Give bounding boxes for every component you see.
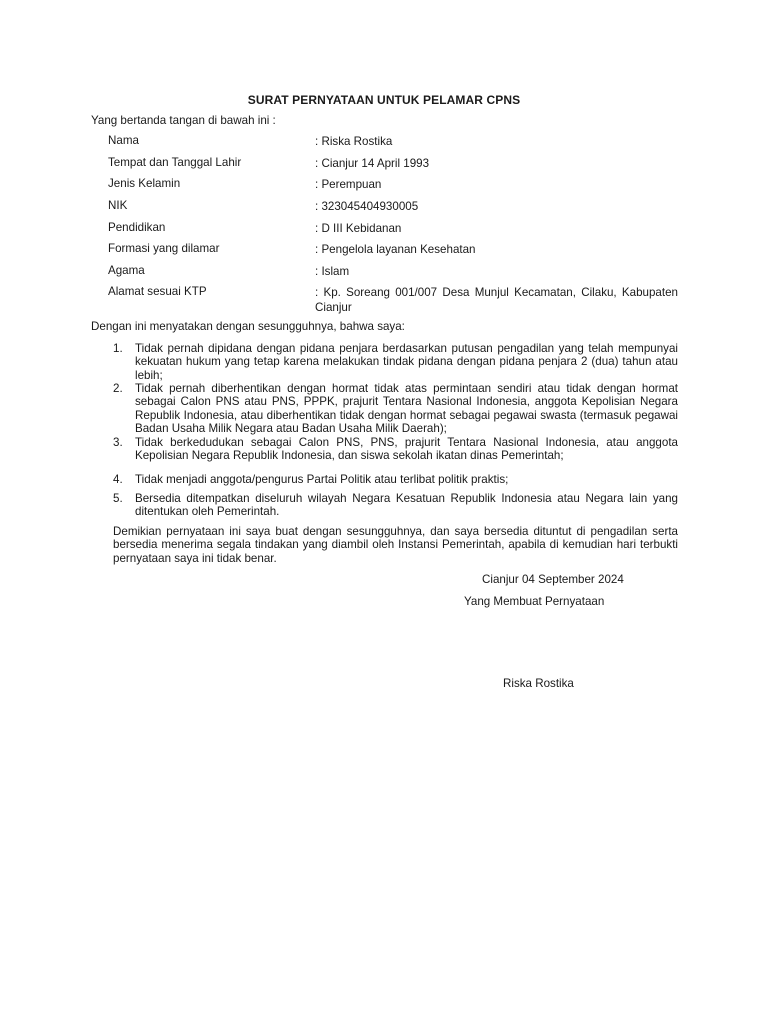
field-label: Formasi yang dilamar [108, 242, 220, 255]
list-text: Bersedia ditempatkan diseluruh wilayah Negara Kesatuan Republik Indonesia atau Negara lain yang ditentukan oleh Pemerintah. [135, 492, 678, 519]
place-date: Cianjur 04 September 2024 [482, 573, 624, 586]
field-value: : Perempuan [315, 178, 382, 191]
field-value: : Kp. Soreang 001/007 Desa Munjul Kecamatan, Cilaku, Kabupaten Cianjur [315, 286, 678, 314]
field-row-formasi [108, 242, 678, 258]
field-label: Jenis Kelamin [108, 177, 181, 190]
list-number: 4. [113, 473, 123, 486]
field-value: : D III Kebidanan [315, 222, 402, 235]
list-number: 3. [113, 436, 123, 449]
intro-text: Yang bertanda tangan di bawah ini : [91, 114, 276, 127]
list-text: Tidak pernah dipidana dengan pidana penjara berdasarkan putusan pengadilan yang telah mempunyai kekuatan hukum yang tetap karena melakukan tindak pidana dengan pidana penjara 2 (dua) tahun atau lebih; [135, 342, 678, 382]
field-value: : Riska Rostika [315, 135, 393, 148]
list-text: Tidak berkedudukan sebagai Calon PNS, PNS, prajurit Tentara Nasional Indonesia, atau anggota Kepolisian Negara Republik Indonesia, dan siswa sekolah ikatan dinas Pemerintah; [135, 436, 678, 463]
field-row-ttl [108, 156, 678, 172]
field-label: Tempat dan Tanggal Lahir [108, 156, 242, 169]
field-row-pendidikan [108, 221, 678, 237]
field-value: : Islam [315, 265, 350, 278]
field-row-jenis-kelamin [108, 177, 678, 193]
field-value: : Pengelola layanan Kesehatan [315, 243, 476, 256]
list-number: 2. [113, 382, 123, 395]
field-label: Nama [108, 134, 139, 147]
list-text: Tidak pernah diberhentikan dengan hormat tidak atas permintaan sendiri atau tidak dengan hormat sebagai Calon PNS atau PNS, PPPK, prajurit Tentara Nasional Indonesia, anggota Kepolisian Negara Republik Indonesia, atau diberhentikan tidak dengan hormat sebagai pegawai swasta (termasuk pegawai Badan Usaha Milik Negara atau Badan Usaha Milik Daerah); [135, 382, 678, 435]
field-row-nik [108, 199, 678, 215]
field-label: NIK [108, 199, 128, 212]
field-row-alamat [108, 285, 678, 317]
signer-name: Riska Rostika [503, 677, 574, 690]
field-label: Agama [108, 264, 145, 277]
closing-paragraph: Demikian pernyataan ini saya buat dengan sesungguhnya, dan saya bersedia dituntut di pengadilan serta bersedia menerima segala tindakan yang diambil oleh Instansi Pemerintah, apabila di kemudian hari terbukti pernyataan saya ini tidak benar. [113, 525, 678, 565]
maker-label: Yang Membuat Pernyataan [464, 595, 605, 608]
list-text: Tidak menjadi anggota/pengurus Partai Politik atau terlibat politik praktis; [135, 473, 509, 486]
list-number: 1. [113, 342, 123, 355]
document-title: SURAT PERNYATAAN UNTUK PELAMAR CPNS [247, 93, 521, 107]
field-value: : 323045404930005 [315, 200, 419, 213]
list-number: 5. [113, 492, 123, 505]
field-value: : Cianjur 14 April 1993 [315, 157, 430, 170]
field-label: Pendidikan [108, 221, 166, 234]
declaration-intro: Dengan ini menyatakan dengan sesungguhnya, bahwa saya: [91, 320, 405, 333]
field-row-agama [108, 264, 678, 280]
field-label: Alamat sesuai KTP [108, 285, 207, 298]
field-row-nama [108, 134, 678, 150]
